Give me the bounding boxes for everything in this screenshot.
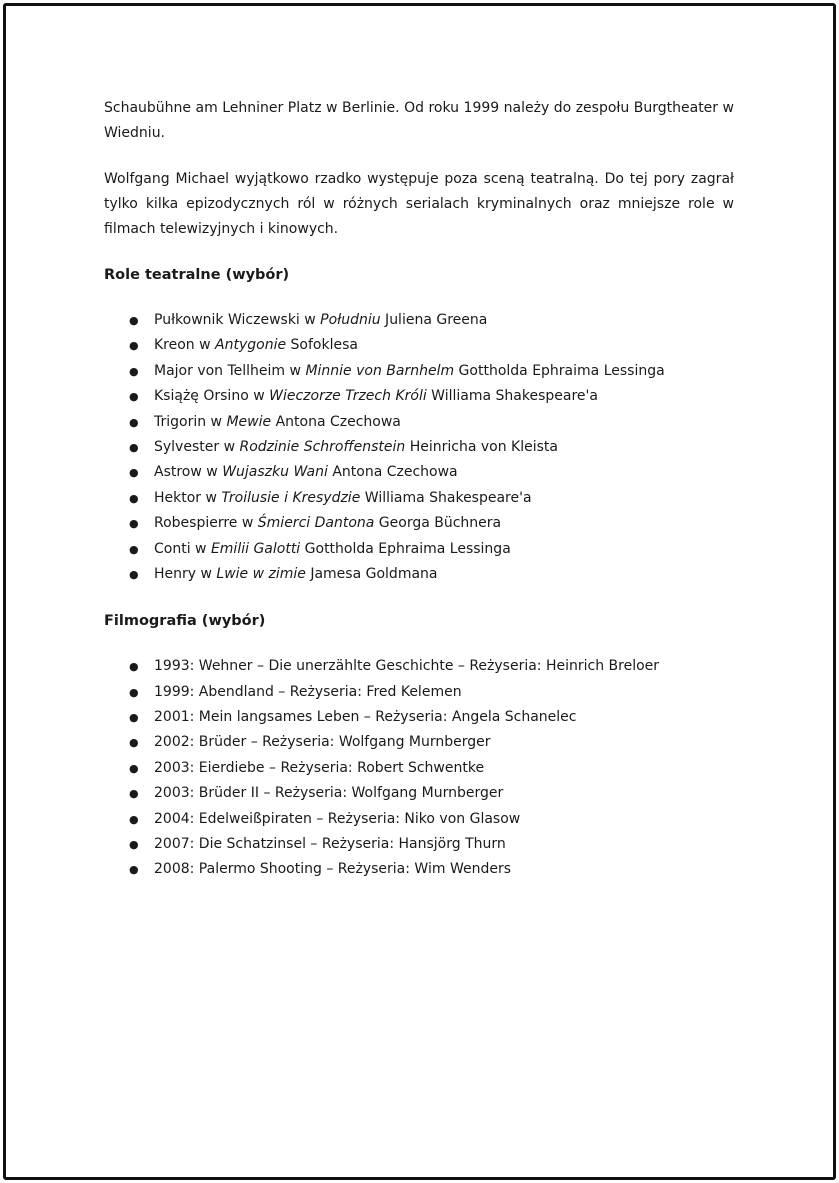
list-item: ● 2004: Edelweißpiraten – Reżyseria: Niko von Glasow [104,807,734,832]
list-item: ● Książę Orsino w Wieczorze Trzech Króli Williama Shakespeare'a [104,384,734,409]
list-item: ● 2008: Palermo Shooting – Reżyseria: Wim Wenders [104,857,734,882]
bullet-icon: ● [129,491,139,505]
list-item: ● Sylvester w Rodzinie Schroffenstein Heinricha von Kleista [104,435,734,460]
list-item: ● 2001: Mein langsames Leben – Reżyseria: Angela Schanelec [104,705,734,730]
list-item: ● Hektor w Troilusie i Kresydzie Williama Shakespeare'a [104,486,734,511]
bullet-icon: ● [129,415,139,429]
bullet-icon: ● [129,812,139,826]
bullet-icon: ● [129,838,139,852]
filmography-list [104,654,734,883]
list-item: ● Astrow w Wujaszku Wani Antona Czechowa [104,460,734,485]
paragraph: Schaubühne am Lehniner Platz w Berlinie. Od roku 1999 należy do zespołu Burgtheater w Wiedniu. [104,100,734,141]
list-item: ● Conti w Emilii Galotti Gottholda Ephraima Lessinga [104,537,734,562]
bullet-icon: ● [129,863,139,877]
list-item: ● 2007: Die Schatzinsel – Reżyseria: Hansjörg Thurn [104,832,734,857]
list-item: ● Henry w Lwie w zimie Jamesa Goldmana [104,562,734,587]
bullet-icon: ● [129,685,139,699]
bullet-icon: ● [129,390,139,404]
bullet-icon: ● [129,517,139,531]
list-item: ● Pułkownik Wiczewski w Południu Juliena Greena [104,308,734,333]
bullet-icon: ● [129,364,139,378]
list-item: ● Major von Tellheim w Minnie von Barnhelm Gottholda Ephraima Lessinga [104,359,734,384]
bullet-icon: ● [129,314,139,327]
bullet-icon: ● [129,542,139,556]
bullet-icon: ● [129,787,139,801]
bullet-icon: ● [129,440,139,454]
list-item: ● 1999: Abendland – Reżyseria: Fred Kelemen [104,680,734,705]
document-body [104,96,734,883]
list-item: ● 2002: Brüder – Reżyseria: Wolfgang Murnberger [104,730,734,755]
bullet-icon: ● [129,761,139,775]
bullet-icon: ● [129,567,139,581]
list-item: ● 2003: Eierdiebe – Reżyseria: Robert Schwentke [104,756,734,781]
bullet-icon: ● [129,660,139,674]
theatre-roles-list [104,308,734,587]
bullet-icon: ● [129,466,139,480]
list-item: ● Trigorin w Mewie Antona Czechowa [104,410,734,435]
paragraph: Wolfgang Michael wyjątkowo rzadko występuje poza sceną teatralną. Do tej pory zagrał tylko kilka epizodycznych ról w różnych serialach kryminalnych oraz mniejsze role w filmach telewizyjnych i kinowych. [104,171,734,237]
bullet-icon: ● [129,339,139,353]
bullet-icon: ● [129,711,139,725]
list-item: ● 1993: Wehner – Die unerzählte Geschichte – Reżyseria: Heinrich Breloer [104,654,734,679]
bullet-icon: ● [129,736,139,750]
section-heading-theatre: Role teatralne (wybór) [104,267,290,283]
list-item: ● 2003: Brüder II – Reżyseria: Wolfgang Murnberger [104,781,734,806]
list-item: ● Robespierre w Śmierci Dantona Georga Büchnera [104,511,734,536]
section-heading-filmography: Filmografia (wybór) [104,613,266,630]
list-item: ● Kreon w Antygonie Sofoklesa [104,333,734,358]
